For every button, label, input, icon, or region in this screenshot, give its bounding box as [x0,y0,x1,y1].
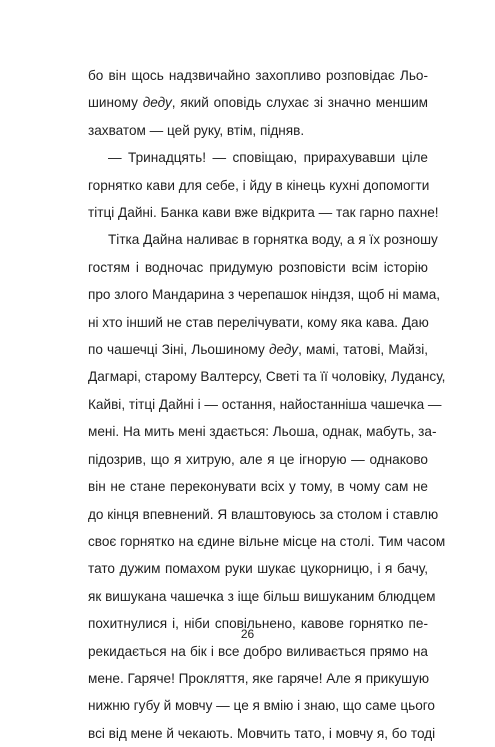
text-segment: горнятко кави для себе, і йду в кінець кухні допомогти [88,177,430,193]
text-line [88,89,428,116]
text-segment: підозрив, що я хитрую, але я це ігнорую — однаково [88,451,428,467]
text-line [88,281,441,308]
text-segment: бо він щось надзвичайно захопливо розповідає Льо- [88,68,428,83]
text-segment: мене. Гаряче! Прокляття, яке гаряче! Але я прикушую [88,670,430,686]
text-line [88,555,428,582]
text-segment: всі від мене й чекають. Мовчить тато, і мовчу я, бо тоді [88,725,436,741]
text-segment: як вишукана чашечка з іще більш вишуканим блюдцем [88,588,436,604]
text-segment: по чашечці Зіні, Льошиному [88,342,269,358]
text-line [88,446,428,473]
text-segment: він не стане переконувати всіх у тому, в чому сам не [88,479,428,495]
text-segment: Кайві, тітці Дайні і — остання, найостанніша чашечка — [88,396,442,412]
text-segment: рекидається на бік і все добро виливається прямо на [88,643,428,659]
text-line [88,254,428,281]
text-segment: до кінця впевнений. Я влаштовуюсь за столом і ставлю [88,506,439,522]
text-line [88,665,428,692]
text-segment: нижню губу й мовчу — це я вмію і знаю, що саме цього [88,698,435,714]
text-line [88,172,428,199]
text-line [88,144,428,171]
body-text [88,62,446,747]
text-line [88,583,436,610]
text-line [88,692,435,719]
text-segment: мені. На мить мені здається: Льоша, однак, мабуть, за- [88,424,437,440]
text-paragraphs [88,62,446,747]
text-line [88,226,438,253]
italic-text: деду [269,342,299,358]
italic-text: деду [142,95,172,111]
text-segment: гостям і водночас придумую розповісти всім історію [88,259,428,275]
text-segment: захватом — цей руку, втім, підняв. [88,122,305,138]
text-line [88,62,428,89]
text-line [88,528,446,555]
page-number: 26 [240,627,255,641]
text-line [88,117,428,144]
text-line [88,720,436,747]
text-line [88,309,428,336]
text-line [88,473,428,500]
text-line [88,638,428,665]
text-segment: Дагмарі, старому Валтерсу, Светі та її чоловіку, Лудансу, [88,369,446,385]
text-segment: похитнулися і, ніби сповільнено, кавове горнятко пе- [88,616,428,632]
text-line [88,501,439,528]
text-segment: , мамі, татові, Майзі, [298,342,428,358]
text-line [88,336,428,363]
text-line [88,418,437,445]
text-line [88,391,442,418]
text-segment: про злого Мандарина з черепашок ніндзя, щоб ні мама, [88,287,441,303]
text-line [88,363,446,390]
text-segment: тато дужим помахом руки шукає цукорницю, і я бачу, [88,561,428,577]
text-segment: , який оповідь слухає зі значно меншим [171,95,429,111]
text-segment: тітці Дайні. Банка кави вже відкрита — так гарно пахне! [88,205,439,221]
text-segment: — Тринадцять! — сповіщаю, прирахувавши ціле [108,150,428,166]
text-segment: шиному [88,95,143,111]
text-line [88,199,439,226]
text-segment: своє горнятко на єдине вільне місце на столі. Тим часом [88,533,446,549]
text-segment: ні хто інший не став перелічувати, кому яка кава. Даю [88,314,429,330]
text-segment: Тітка Дайна наливає в горнятка воду, а я їх розношу [108,232,438,248]
